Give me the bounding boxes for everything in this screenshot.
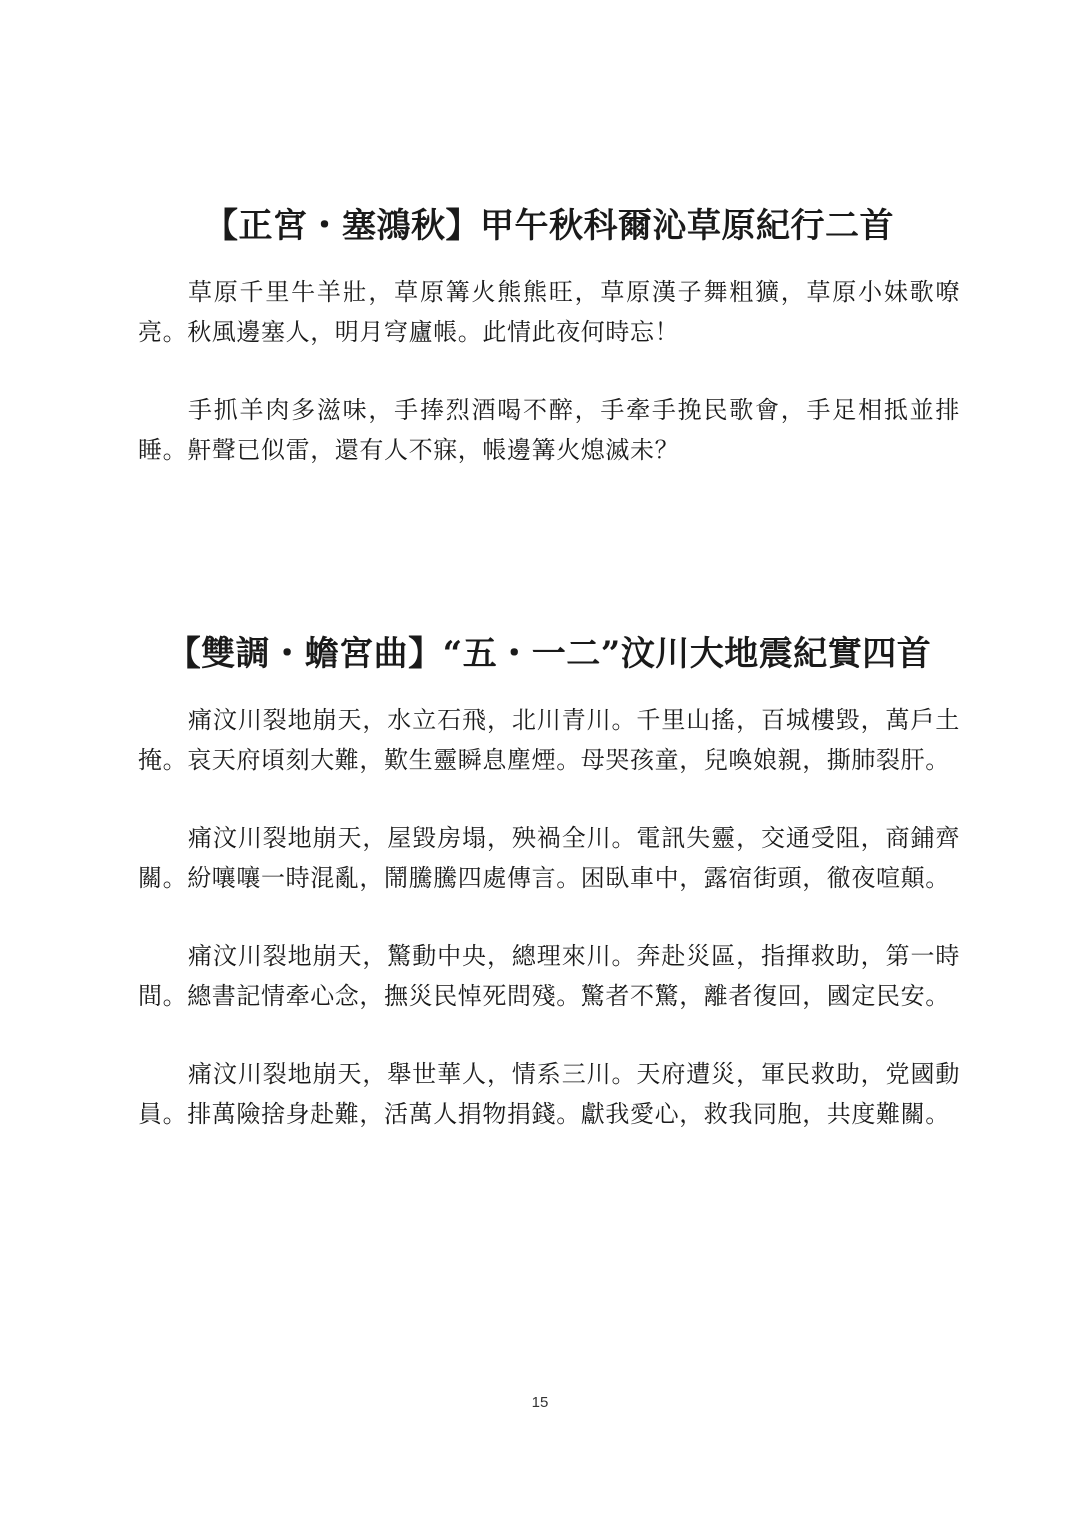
section-title: 【正宮・塞鴻秋】甲午秋科爾沁草原紀行二首: [204, 206, 894, 246]
stanza: 痛汶川裂地崩天，舉世華人，情系三川。天府遭災，軍民救助，党國動員。排萬險捨身赴難，活萬人捐物捐錢。獻我愛心，救我同胞，共度難關。: [138, 1060, 960, 1128]
poem-section-wenchuan: [138, 628, 960, 1134]
stanza: 痛汶川裂地崩天，屋毀房塌，殃禍全川。電訊失靈，交通受阻，商鋪齊關。紛嚷嚷一時混亂，鬧騰騰四處傳言。困臥車中，露宿街頭，徹夜喧顛。: [138, 824, 960, 892]
stanza: 痛汶川裂地崩天，水立石飛，北川青川。千里山搖，百城樓毀，萬戶土掩。哀天府頃刻大難，歎生靈瞬息塵煙。母哭孩童，兒喚娘親，撕肺裂肝。: [138, 706, 960, 774]
poem-section-grassland: [138, 200, 960, 470]
stanza: 痛汶川裂地崩天，驚動中央，總理來川。奔赴災區，指揮救助，第一時間。總書記情牽心念，撫災民悼死問殘。驚者不驚，離者復回，國定民安。: [138, 942, 960, 1010]
page-number: 15: [531, 1394, 549, 1411]
stanza: 草原千里牛羊壯，草原篝火熊熊旺，草原漢子舞粗獷，草原小妹歌嘹亮。秋風邊塞人，明月穹廬帳。此情此夜何時忘！: [138, 278, 960, 346]
stanza: 手抓羊肉多滋味，手捧烈酒喝不醉，手牽手挽民歌會，手足相抵並排睡。鼾聲已似雷，還有人不寐，帳邊篝火熄滅未？: [138, 396, 960, 464]
section-title: 【雙調・蟾宮曲】“五・一二”汶川大地震紀實四首: [166, 634, 932, 674]
